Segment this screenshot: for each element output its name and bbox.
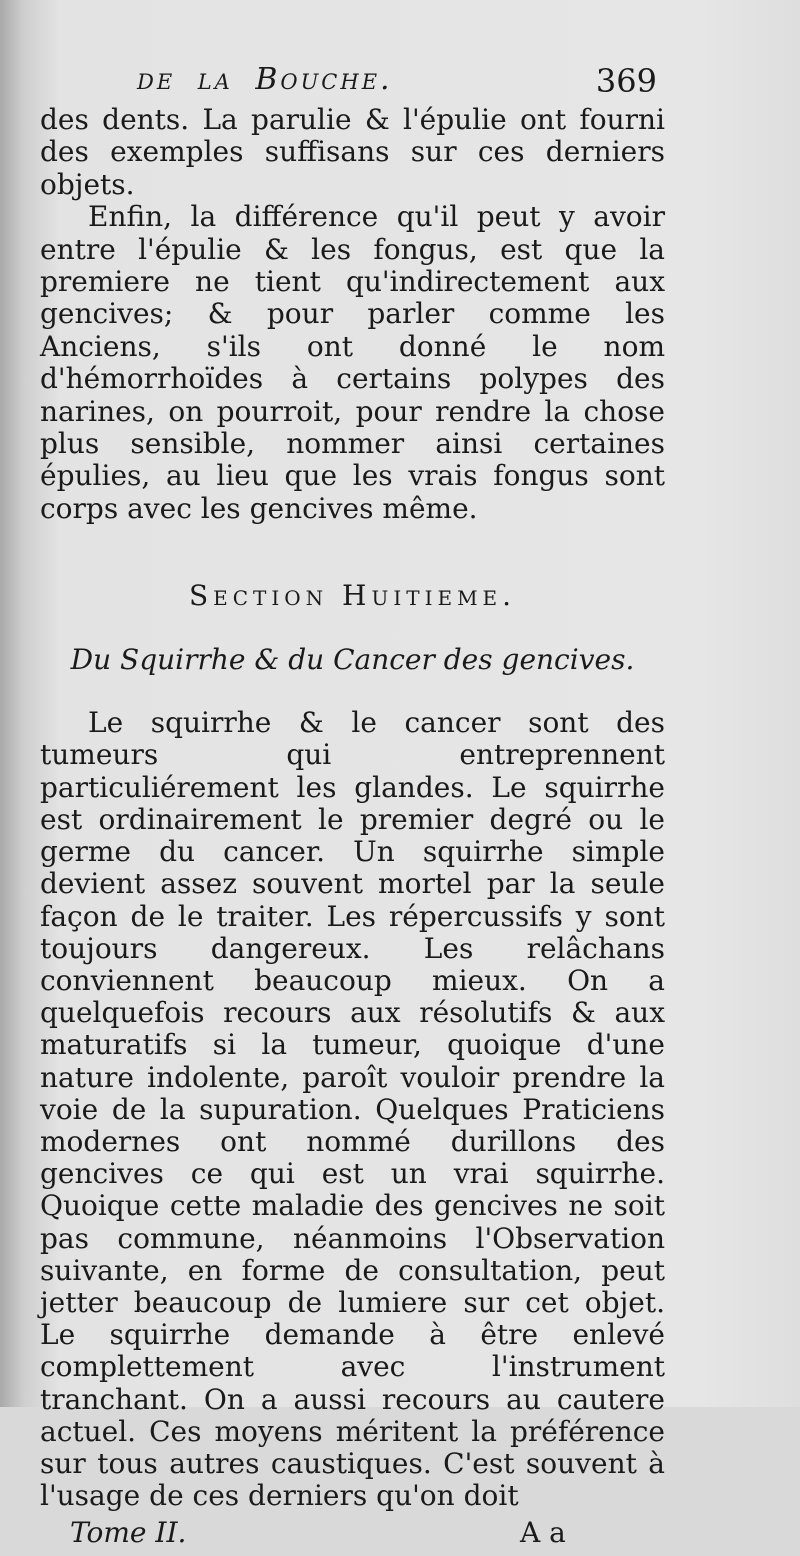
text-column xyxy=(40,60,665,1556)
running-head xyxy=(40,60,665,104)
paragraph-squirrhe: Le squirrhe & le cancer sont des tumeurs qui entreprennent particuliérement les glandes. Le squirrhe est ordinairement le premier degré ou le germe du cancer. Un squirrhe simple devient assez souvent mortel par la seule façon de le traiter. Les répercussifs y sont toujours dangereux. Les relâchans conviennent beaucoup mieux. On a quelquefois recours aux résolutifs & aux maturatifs si la tumeur, quoique d'une nature indolente, paroît vouloir prendre la voie de la supuration. Quelques Praticiens modernes ont nommé durillons des gencives ce qui est un vrai squirrhe. Quoique cette maladie des gencives ne soit pas commune, néanmoins l'Observation suivante, en forme de consultation, peut jetter beaucoup de lumiere sur cet objet. Le squirrhe demande à être enlevé complettement avec l'instrument tranchant. On a aussi recours au cautere actuel. Ces moyens méritent la préférence sur tous autres caustiques. C'est souvent à l'usage de ces derniers qu'on doit xyxy=(40,706,665,1513)
signature-mark: A a xyxy=(520,1516,566,1550)
volume-label: Tome II. xyxy=(70,1516,187,1550)
section-subheading: Du Squirrhe & du Cancer des gencives. xyxy=(70,643,635,677)
running-title: de la Bouche. xyxy=(137,62,393,97)
paragraph-enfin: Enfin, la différence qu'il peut y avoir entre l'épulie & les fongus, est que la premiere ne tient qu'indirectement aux gencives; & pour parler comme les Anciens, s'ils ont donné le nom d'hémorrhoïdes à certains polypes des narines, on pourroit, pour rendre la chose plus sensible, nommer ainsi certaines épulies, au lieu que les vrais fongus sont corps avec les gencives même. xyxy=(40,200,665,525)
section-heading: Section Huitieme. xyxy=(188,579,517,613)
page-number: 369 xyxy=(595,62,657,100)
paragraph-continuation: des dents. La parulie & l'épulie ont fourni des exemples suffisans sur ces derniers objets. xyxy=(40,103,665,201)
page-footer xyxy=(40,1516,665,1556)
